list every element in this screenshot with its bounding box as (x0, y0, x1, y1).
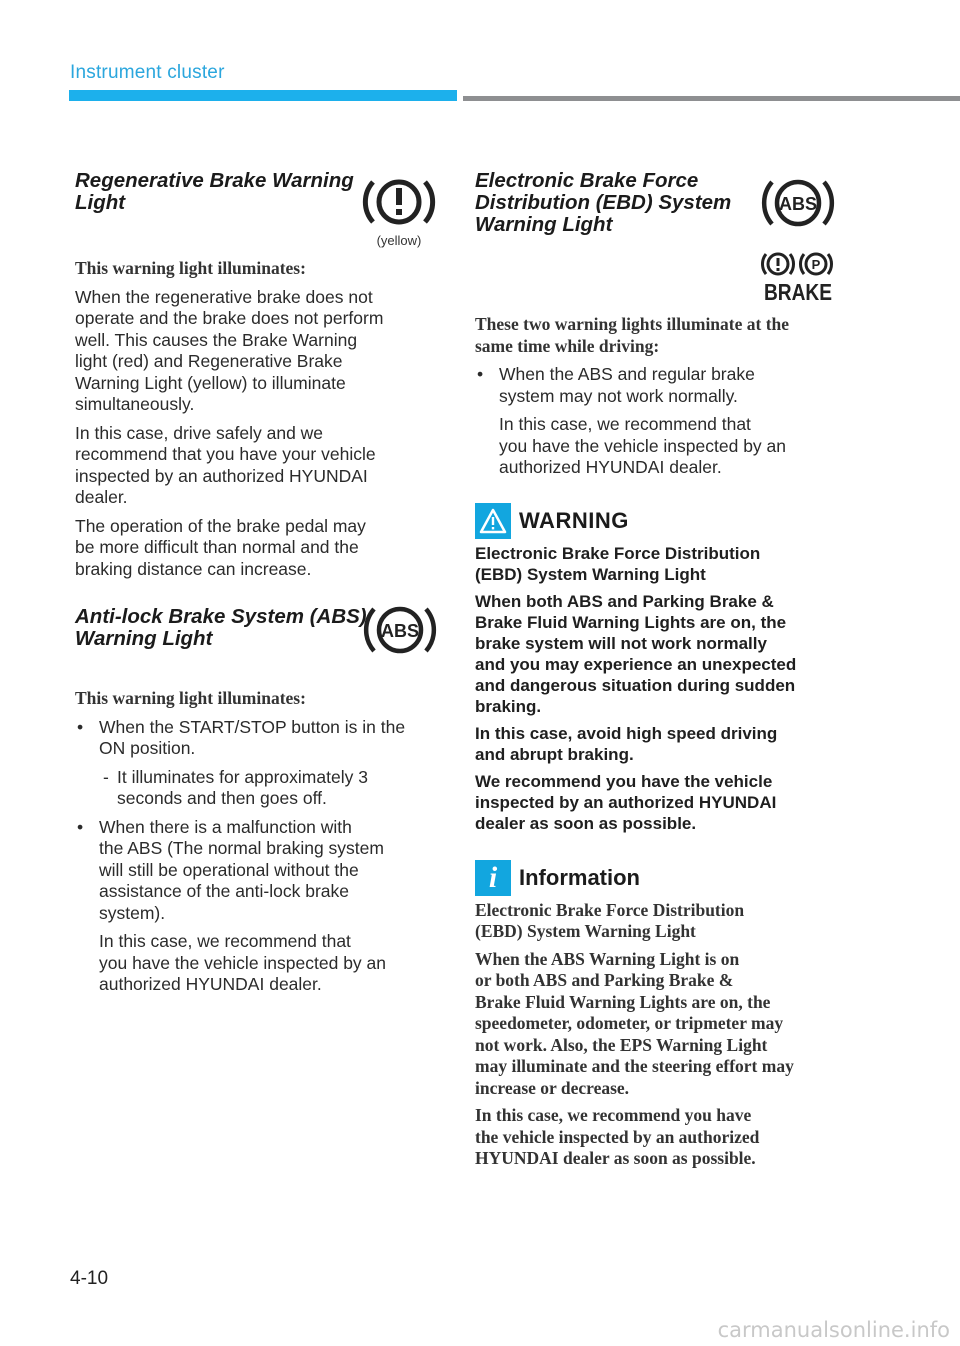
ebd-bullet-note: In this case, we recommend that you have the vehicle inspected by an authorized HYUNDAI dealer. (499, 414, 786, 477)
info-icon: i (475, 860, 511, 896)
page-number: 4-10 (70, 1268, 109, 1289)
information-header (475, 860, 835, 896)
info-line-2: When the ABS Warning Light is on or both ABS and Parking Brake & Brake Fluid Warning Lights are on, the speedometer, odometer, or tripmeter may not work. Also, the EPS Warning Light may illuminate and the steering effort may increase or decrease. (475, 948, 794, 1098)
header-rule-blue (69, 90, 457, 101)
ebd-brake-icon (761, 250, 835, 307)
ebd-park-letter: P (811, 257, 821, 272)
warning-line-2: When both ABS and Parking Brake & Brake Fluid Warning Lights are on, the brake system will not work normally and you may experience an unexpected and dangerous situation during sudden braking. (475, 591, 797, 716)
warning-line-3: In this case, avoid high speed driving and abrupt braking. (475, 723, 778, 764)
ebd-bullet-1: • When the ABS and regular brake system may not work normally. (475, 364, 835, 407)
abs-bullet-2: • When there is a malfunction with the ABS (The normal braking system will still be operational without the assistance of the anti-lock brake system). (75, 817, 437, 925)
ebd-brake-text: BRAKE (764, 279, 832, 305)
abs-subhead: This warning light illuminates: (75, 688, 306, 708)
info-line-3: In this case, we recommend you have the vehicle inspected by an authorized HYUNDAI dealer as soon as possible. (475, 1105, 760, 1168)
warning-triangle-icon (475, 503, 511, 539)
warning-box (475, 503, 835, 834)
warning-line-1: Electronic Brake Force Distribution (EBD) System Warning Light (475, 543, 761, 584)
regen-warning-icon (363, 174, 435, 248)
right-column (475, 170, 835, 1170)
abs-bullet-2-note: In this case, we recommend that you have the vehicle inspected by an authorized HYUNDAI dealer. (99, 931, 386, 994)
warning-line-4: We recommend you have the vehicle inspected by an authorized HYUNDAI dealer as soon as possible. (475, 771, 777, 833)
regen-paragraph-3: The operation of the brake pedal may be more difficult than normal and the braking distance can increase. (75, 515, 366, 579)
ebd-section (475, 170, 835, 479)
abs-title: Anti-lock Brake System (ABS) Warning Light (75, 605, 367, 650)
ebd-title: Electronic Brake Force Distribution (EBD) System Warning Light (475, 169, 732, 236)
information-title: Information (519, 864, 640, 890)
info-line-1: Electronic Brake Force Distribution (EBD) System Warning Light (475, 899, 745, 941)
header-rule-gray (463, 96, 960, 101)
regen-subhead: This warning light illuminates: (75, 258, 306, 278)
watermark-text: carmanualsonline.info (717, 1318, 950, 1342)
regen-brake-section (75, 170, 437, 580)
information-box (475, 860, 835, 1170)
warning-title: WARNING (519, 507, 629, 533)
regen-paragraph-1: When the regenerative brake does not operate and the brake does not perform well. This causes the Brake Warning light (red) and Regenerative Brake Warning Light (yellow) to illuminate simultaneously. (75, 286, 384, 414)
warning-header (475, 503, 835, 539)
page-header-title: Instrument cluster (70, 62, 225, 83)
regen-paragraph-2: In this case, drive safely and we recommend that you have your vehicle inspected by an authorized HYUNDAI dealer. (75, 422, 376, 507)
left-column (75, 170, 437, 996)
abs-warning-icon (365, 600, 435, 665)
regen-brake-title: Regenerative Brake Warning Light (75, 169, 354, 214)
ebd-abs-icon (761, 172, 835, 239)
ebd-abs-icon-text: ABS (778, 194, 818, 214)
regen-icon-caption: (yellow) (376, 233, 422, 248)
abs-sub-bullet: - It illuminates for approximately 3 seconds and then goes off. (75, 767, 437, 810)
abs-icon-text: ABS (380, 621, 420, 641)
ebd-subhead: These two warning lights illuminate at the same time while driving: (475, 314, 790, 356)
abs-section (75, 606, 437, 996)
abs-bullet-1: • When the START/STOP button is in the ON position. (75, 717, 437, 760)
